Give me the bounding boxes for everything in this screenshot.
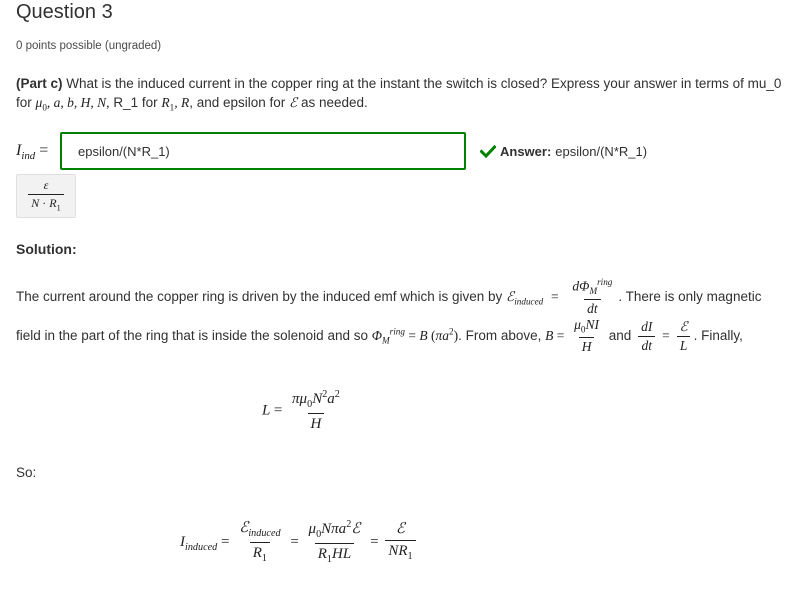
answer-preview: $\frac{\varepsilon}{N \cdot R_1}$ xyxy=(16,174,76,218)
prompt-and: , and epsilon for xyxy=(189,95,286,110)
question-title: Question 3 xyxy=(16,1,113,23)
solution-line-2: field in the part of the ring that is inside the solenoid and so $\Phi_M^{ring} = B$ $(\pi a^2)$. From above, B = $\frac{\mu_0NI}{H}$ and $\frac{dI}{dt}$ = $\frac{\text{ℰ}}{L}$ . Finally, xyxy=(16,317,743,355)
part-label: (Part c) xyxy=(16,76,63,91)
answer-feedback xyxy=(480,144,647,159)
feedback-label: Answer: xyxy=(500,144,552,159)
inductance-equation: L = $\frac{\pi\mu_0N^2a^2}{H}$ xyxy=(262,389,340,432)
solution-heading: Solution: xyxy=(16,241,77,257)
feedback-value: epsilon/(N*R_1) xyxy=(555,144,648,159)
checkmark-icon xyxy=(480,145,496,158)
prompt-text: What is the induced current in the copper ring at the instant the switch is closed? Express your answer in terms of mu_0 xyxy=(66,76,782,91)
final-current-equation: $I_{induced}$ = $\frac{ℰ_{induced}}{R_1}$ = $\frac{\mu_0N\pi a^2ℰ}{R_1HL}$ = $\frac{\text{ℰ}}{NR_1}$ xyxy=(180,520,419,565)
solution-line-1: The current around the copper ring is driven by the induced emf which is given by ℰ$_{induced}$ = $\frac{d\Phi_M^{ring}}{dt}$ . There is only magnetic xyxy=(16,277,762,316)
question-prompt: (Part c) What is the induced current in the copper ring at the instant the switch is closed? Express your answer in terms of mu_0 for $\mu_0$, a, b, H, N, R_1 for $R_1$, R, and epsilon for ℰ as needed. xyxy=(16,76,782,113)
points-possible: 0 points possible (ungraded) xyxy=(16,40,162,52)
prompt-end: as needed. xyxy=(300,95,368,110)
prompt-mid: R_1 for xyxy=(113,95,158,110)
answer-variable-label: $I_{ind}$ = xyxy=(16,142,49,163)
answer-input[interactable] xyxy=(60,132,466,170)
so-label: So: xyxy=(16,465,37,480)
prompt-for: for xyxy=(16,95,32,110)
